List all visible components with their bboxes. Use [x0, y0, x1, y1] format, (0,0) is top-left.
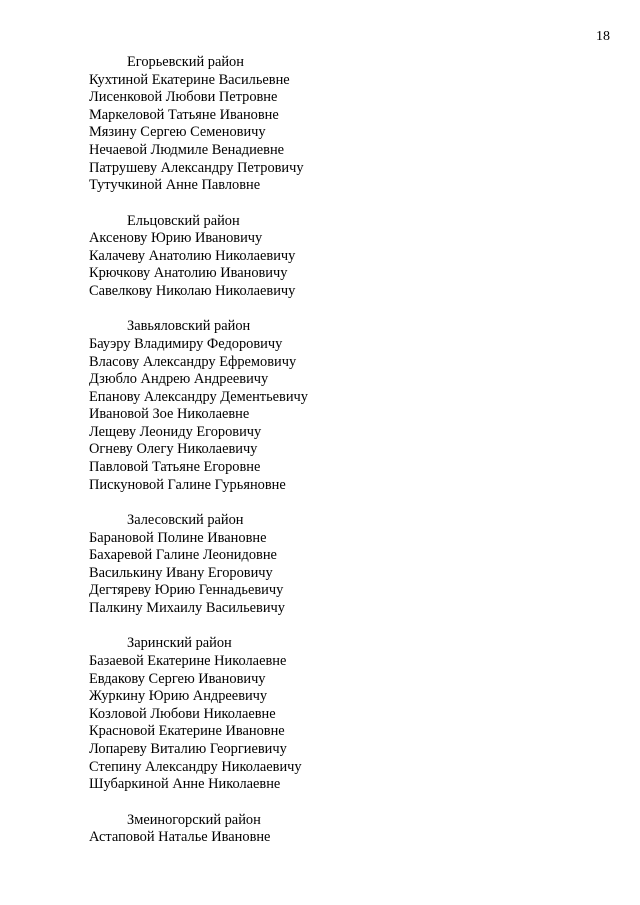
- district-section: [89, 812, 609, 847]
- list-item: Астаповой Наталье Ивановне: [89, 829, 271, 846]
- list-item: Власову Александру Ефремовичу: [89, 353, 297, 370]
- list-item: Бахаревой Галине Леонидовне: [89, 547, 277, 564]
- list-item: Палкину Михаилу Васильевичу: [89, 600, 285, 617]
- name-list: [89, 336, 609, 494]
- name-list: [89, 829, 609, 847]
- list-item: Бауэру Владимиру Федоровичу: [89, 335, 283, 352]
- list-item: Лещеву Леониду Егоровичу: [89, 423, 262, 440]
- list-item: Дзюбло Андрею Андреевичу: [89, 371, 269, 388]
- district-section: [89, 213, 609, 301]
- page-number: 18: [596, 29, 610, 44]
- document-body: [89, 54, 609, 847]
- list-item: Огневу Олегу Николаевичу: [89, 441, 258, 458]
- list-item: Лисенковой Любови Петровне: [89, 89, 278, 106]
- district-title: Змеиногорский район: [127, 811, 261, 828]
- list-item: Ивановой Зое Николаевне: [89, 406, 250, 423]
- list-item: Шубаркиной Анне Николаевне: [89, 776, 281, 793]
- district-section: [89, 318, 609, 494]
- list-item: Савелкову Николаю Николаевичу: [89, 282, 296, 299]
- list-item: Лопареву Виталию Георгиевичу: [89, 740, 287, 757]
- list-item: Епанову Александру Дементьевичу: [89, 388, 308, 405]
- list-item: Кухтиной Екатерине Васильевне: [89, 71, 290, 88]
- district-title: Завьяловский район: [127, 318, 251, 335]
- list-item: Барановой Полине Ивановне: [89, 529, 267, 546]
- district-section: [89, 512, 609, 618]
- name-list: [89, 530, 609, 618]
- list-item: Мязину Сергею Семеновичу: [89, 124, 266, 141]
- list-item: Базаевой Екатерине Николаевне: [89, 653, 287, 669]
- district-section: [89, 635, 609, 793]
- list-item: Тутучкиной Анне Павловне: [89, 177, 261, 194]
- list-item: Калачеву Анатолию Николаевичу: [89, 247, 296, 264]
- list-item: Крючкову Анатолию Ивановичу: [89, 265, 288, 282]
- district-title: Ельцовский район: [127, 212, 240, 229]
- list-item: Нечаевой Людмиле Венадиевне: [89, 141, 285, 158]
- district-title: Залесовский район: [127, 512, 244, 529]
- list-item: Патрушеву Александру Петровичу: [89, 159, 304, 176]
- name-list: [89, 653, 609, 794]
- list-item: Козловой Любови Николаевне: [89, 705, 276, 722]
- list-item: Пискуновой Галине Гурьяновне: [89, 476, 286, 493]
- list-item: Степину Александру Николаевичу: [89, 758, 302, 775]
- district-title: Заринский район: [127, 635, 232, 652]
- name-list: [89, 230, 609, 300]
- list-item: Журкину Юрию Андреевичу: [89, 688, 268, 705]
- district-section: [89, 54, 609, 195]
- list-item: Красновой Екатерине Ивановне: [89, 723, 285, 740]
- list-item: Дегтяреву Юрию Геннадьевичу: [89, 582, 284, 599]
- list-item: Василькину Ивану Егоровичу: [89, 564, 273, 581]
- name-list: [89, 72, 609, 195]
- list-item: Маркеловой Татьяне Ивановне: [89, 106, 279, 123]
- list-item: Павловой Татьяне Егоровне: [89, 459, 261, 476]
- list-item: Аксенову Юрию Ивановичу: [89, 230, 263, 247]
- list-item: Евдакову Сергею Ивановичу: [89, 670, 266, 687]
- district-title: Егорьевский район: [127, 54, 244, 70]
